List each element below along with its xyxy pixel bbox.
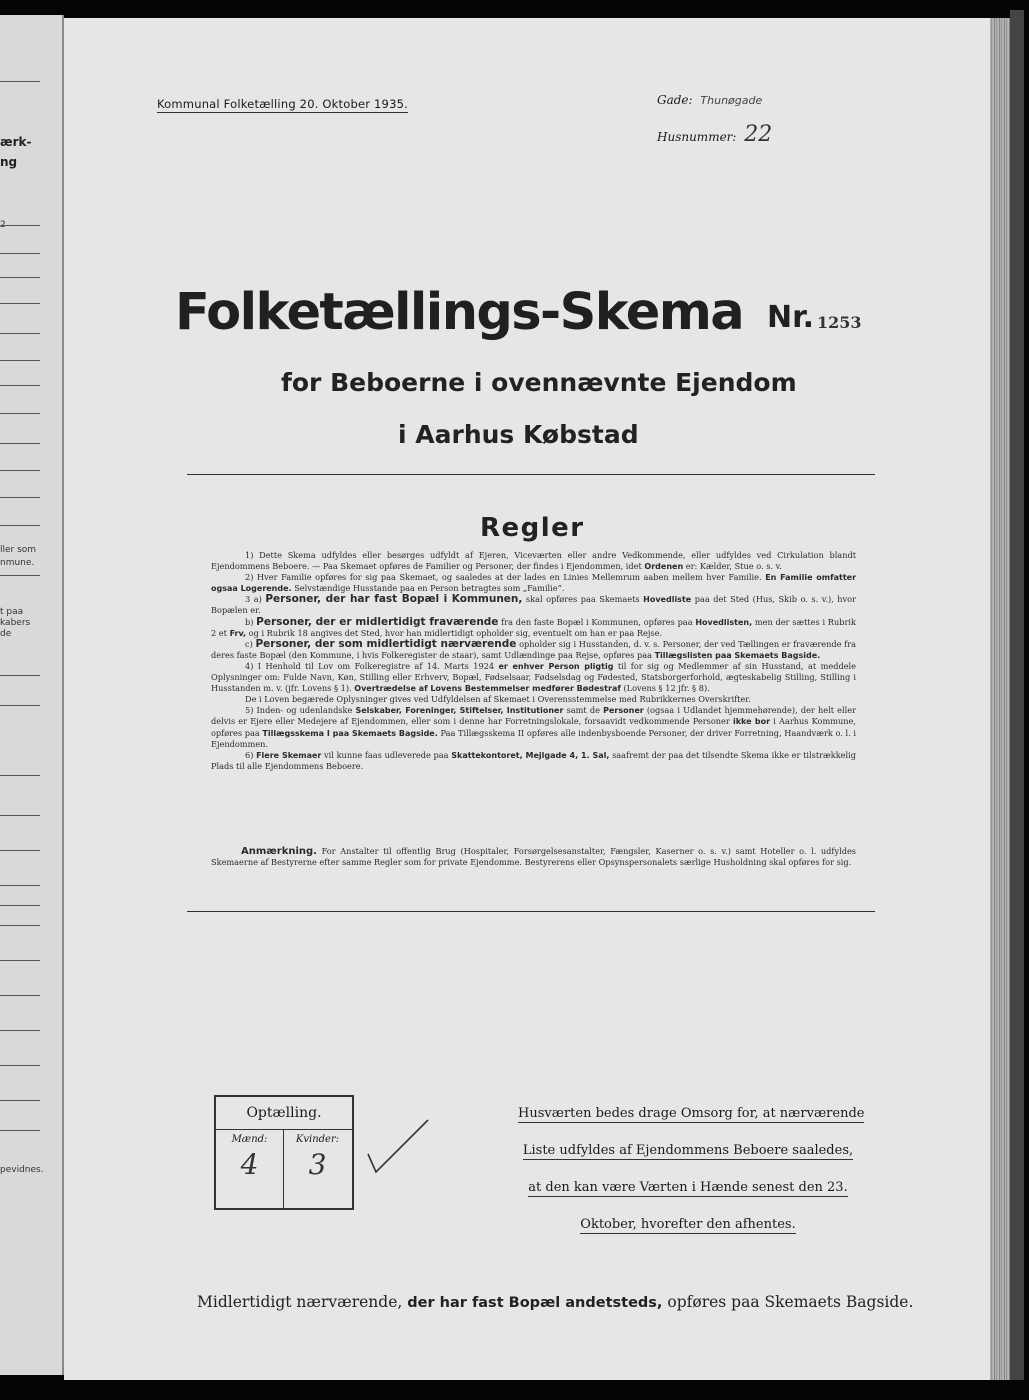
left-fragment: de [0,629,12,639]
rule-5: 5) Inden- og udenlandske Selskaber, Foreninger, Stiftelser, Institutioner samt de Personer (ogsaa i Udlandet hjemmehørende), der helt eller delvis er Ejere eller Medejere af Ejendommen, eller som i denne har Forretningslokale, forsaavidt vedkommende Personer ikke bor i Aarhus Kommune, opføres paa Tillægsskema I paa Skemaets Bagside. Paa Tillægsskema II opføres alle indenbysboende Personer, der driver Forretning, Haandværk o. l. i Ejendommen. [211,705,857,749]
host-notice-line: Oktober, hvorefter den afhentes. [580,1217,796,1232]
men-column [216,1130,284,1208]
form-title: Folketællings-Skema [175,283,744,342]
host-notice-line: Husværten bedes drage Omsorg for, at nærværende [518,1106,865,1121]
rule-4: 4) I Henhold til Lov om Folkeregistre af 14. Marts 1924 er enhver Person pligtig til for sig og Medlemmer af sin Husstand, at meddele Oplysninger om: Fulde Navn, Køn, Stilling eller Erhverv, Bopæl, Fødselsaar, Fødselsdag og Fødested, Statsborgerforhold, ægteskabelig Stilling, Stilling i Husstanden m. v. (jfr. Lovens § 1). Overtrædelse af Lovens Bestemmelser medfører Bødestraf (Lovens § 12 jfr. § 8). [211,660,857,694]
checkmark-icon [362,1118,432,1178]
house-number-field [657,122,772,147]
rules-text [211,550,856,772]
binding-edge [1010,10,1024,1380]
rule-4-note: De i Loven begærede Oplysninger gives ved Udfyldelsen af Skemaet i Overensstemmelse med Rubrikkernes Overskrifter. [245,694,751,705]
left-fragment: ller som [0,545,37,555]
rule-1: 1) Dette Skema udfyldes eller besørges udfyldt af Ejeren, Viceværten eller andre Vedkommende, eller udfyldes ved Cirkulation blandt Ejendommens Beboere. — Paa Skemaet opføres de Familier og Personer, der findes i Ejendommen, idet Ordenen er: Kælder, Stue o. s. v. [211,550,856,572]
women-column [284,1130,351,1208]
women-label: Kvinder: [295,1134,340,1145]
men-label: Mænd: [231,1134,268,1145]
left-fragment: ærk- [0,135,32,149]
rules-heading: Regler [480,513,585,543]
divider [187,474,875,475]
left-fragment: pevidnes. [0,1165,44,1175]
rule-3c: c) Personer, der som midlertidigt nærværende opholder sig i Husstanden, d. v. s. Personer, der ved Tællingen er fraværende fra deres faste Bopæl (den Kommune, i hvis Folkeregister de staar), samt Udlændinge paa Rejse, opføres paa Tillægslisten paa Skemaets Bagside. [211,637,857,660]
remark-label: Anmærkning. [241,846,317,857]
rule-6: 6) Flere Skemaer vil kunne faas udleverede paa Skattekontoret, Mejlgade 4, 1. Sal, saafremt der paa det tilsendte Skema ikke er tilstrækkelig Plads til alle Ejendommens Beboere. [211,749,856,771]
left-fragment: kabers [0,618,31,628]
divider [187,911,875,912]
form-subtitle: for Beboerne i ovennævnte Ejendom [281,368,797,397]
street-value: Thunøgade [700,94,763,107]
street-field [657,93,762,107]
rule-2: 2) Hver Familie opføres for sig paa Skemaet, og saaledes at der lades en Linies Mellemrum aaben mellem hver Familie. En Familie omfatter ogsaa Logerende. Selvstændige Husstande paa en Person betragtes som „Familie“. [211,572,857,594]
women-count: 3 [308,1148,327,1181]
form-location: i Aarhus Købstad [398,420,639,449]
count-box-title: Optælling. [216,1097,352,1130]
remark [211,846,856,868]
census-title: Kommunal Folketælling 20. Oktober 1935. [157,97,408,111]
rule-3a: 3 a) Personer, der har fast Bopæl i Kommunen, skal opføres paa Skemaets Hovedliste paa det Sted (Hus, Skib o. s. v.), hvor Bopælen er. [211,593,857,616]
rule-3b: b) Personer, der er midlertidigt fraværende fra den faste Bopæl i Kommunen, opføres paa Hovedlisten, men der sættes i Rubrik 2 et Frv, og i Rubrik 18 angives det Sted, hvor han midlertidigt opholder sig, eventuelt om han er paa Rejse. [211,615,856,638]
house-number-label: Husnummer: [657,130,737,144]
left-fragment: 2 [0,220,6,230]
street-label: Gade: [657,93,693,107]
host-notice-line: at den kan være Værten i Hænde senest den 23. [528,1180,848,1195]
remark-text: For Anstalter til offentlig Brug (Hospitaler, Forsørgelsesanstalter, Fængsler, Kaserner o. s. v.) samt Hoteller o. l. udfyldes Skemaerne af Bestyrerne efter samme Regler som for private Ejendomme. Bestyrerens eller Opsynspersonalets særlige Husholdning skal opføres for sig. [211,846,856,868]
form-number-value: 1253 [817,313,862,332]
left-fragment: nmune. [0,558,35,568]
form-number-label: Nr. [767,300,815,335]
left-fragment: ng [0,155,18,169]
host-notice-line: Liste udfyldes af Ejendommens Beboere saaledes, [522,1143,854,1158]
left-page-edge [0,15,64,1375]
left-fragment: t paa [0,607,24,617]
men-count: 4 [240,1148,259,1181]
host-notice [518,1099,865,1247]
footer-note: Midlertidigt nærværende, der har fast Bopæl andetsteds, opføres paa Skemaets Bagside. [197,1293,914,1311]
house-number-value: 22 [744,122,773,147]
count-box [214,1095,354,1210]
